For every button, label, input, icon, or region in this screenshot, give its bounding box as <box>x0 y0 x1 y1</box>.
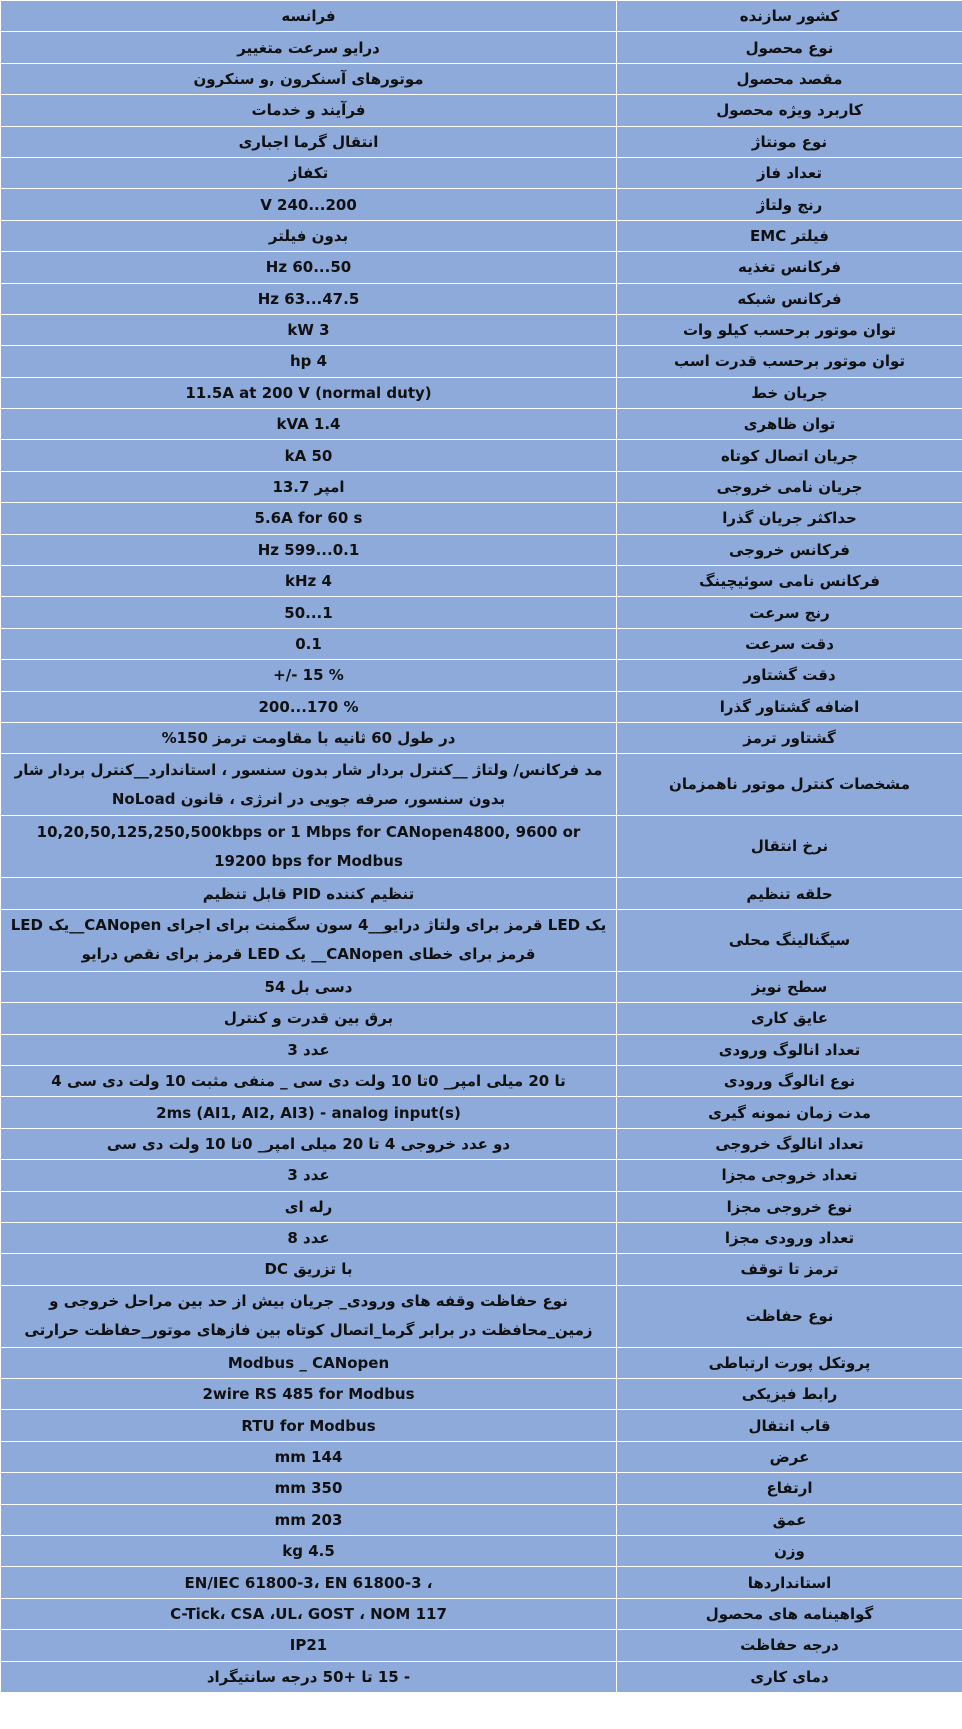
spec-value: 350 mm <box>1 1473 617 1504</box>
table-row <box>1 503 962 534</box>
spec-label: دقت گشتاور <box>617 660 962 691</box>
spec-value: فرآیند و خدمات <box>1 95 617 126</box>
table-row <box>1 157 962 188</box>
spec-label: حداکثر جریان گذرا <box>617 503 962 534</box>
spec-label: جریان اتصال کوتاه <box>617 440 962 471</box>
table-row <box>1 971 962 1002</box>
table-row <box>1 314 962 345</box>
spec-value: 50...60 Hz <box>1 252 617 283</box>
table-row <box>1 32 962 63</box>
spec-label: مقصد محصول <box>617 63 962 94</box>
spec-value: بدون فیلتر <box>1 220 617 251</box>
table-row <box>1 1598 962 1629</box>
spec-value: عدد 8 <box>1 1222 617 1253</box>
table-row <box>1 95 962 126</box>
spec-label: جریان نامی خروجی <box>617 471 962 502</box>
table-row <box>1 1410 962 1441</box>
spec-value: عدد 3 <box>1 1034 617 1065</box>
spec-label: نوع خروجی مجزا <box>617 1191 962 1222</box>
spec-label: تعداد ورودی مجزا <box>617 1222 962 1253</box>
table-row <box>1 628 962 659</box>
spec-label: گواهینامه های محصول <box>617 1598 962 1629</box>
spec-value: 3 kW <box>1 314 617 345</box>
table-row <box>1 1034 962 1065</box>
spec-value: 0.1...599 Hz <box>1 534 617 565</box>
spec-label: تعداد فاز <box>617 157 962 188</box>
spec-label: فرکانس خروجی <box>617 534 962 565</box>
spec-label: نوع انالوگ ورودی <box>617 1065 962 1096</box>
spec-value: 2wire RS 485 for Modbus <box>1 1379 617 1410</box>
spec-value: IP21 <box>1 1630 617 1661</box>
spec-value: 11.5A at 200 V (normal duty) <box>1 377 617 408</box>
spec-label: نوع حفاظت <box>617 1285 962 1347</box>
spec-value: 4 kHz <box>1 566 617 597</box>
spec-label: تعداد انالوگ خروجی <box>617 1128 962 1159</box>
table-row <box>1 1254 962 1285</box>
table-row <box>1 816 962 878</box>
spec-value: دسی بل 54 <box>1 971 617 1002</box>
table-row <box>1 440 962 471</box>
spec-value: - 15 تا +50 درجه سانتیگراد <box>1 1661 617 1692</box>
spec-label: رنج سرعت <box>617 597 962 628</box>
spec-value: 2ms (AI1, AI2, AI3) - analog input(s) <box>1 1097 617 1128</box>
spec-value: موتورهای آسنکرون ,و سنکرون <box>1 63 617 94</box>
table-row <box>1 1 962 32</box>
spec-label: نرخ انتقال <box>617 816 962 878</box>
table-row <box>1 1097 962 1128</box>
spec-value: تکفاز <box>1 157 617 188</box>
table-row <box>1 722 962 753</box>
spec-label: رابط فیزیکی <box>617 1379 962 1410</box>
spec-label: ارتفاع <box>617 1473 962 1504</box>
spec-value: دو عدد خروجی 4 تا 20 میلی امپر_ 0تا 10 ولت دی سی <box>1 1128 617 1159</box>
spec-label: دقت سرعت <box>617 628 962 659</box>
spec-value: Modbus _ CANopen <box>1 1347 617 1378</box>
table-row <box>1 534 962 565</box>
spec-value: درایو سرعت متغییر <box>1 32 617 63</box>
spec-value: RTU for Modbus <box>1 1410 617 1441</box>
spec-label: تعداد انالوگ ورودی <box>617 1034 962 1065</box>
spec-table-body <box>1 1 962 1693</box>
table-row <box>1 1504 962 1535</box>
spec-label: توان موتور برحسب قدرت اسب <box>617 346 962 377</box>
table-row <box>1 597 962 628</box>
table-row <box>1 754 962 816</box>
spec-label: سیگنالینگ محلی <box>617 909 962 971</box>
table-row <box>1 63 962 94</box>
spec-value: C-Tick، CSA ،UL، GOST ، NOM 117 <box>1 1598 617 1629</box>
spec-value: 200...240 V <box>1 189 617 220</box>
table-row <box>1 1379 962 1410</box>
spec-value: 4.5 kg <box>1 1536 617 1567</box>
spec-value: نوع حفاظت وقفه های ورودی_ جریان بیش از حد بین مراحل خروجی و زمین_محافظت در برابر گرما_اتصال کوتاه بین فازهای موتور_حفاظت حرارتی <box>1 1285 617 1347</box>
spec-value: 4 hp <box>1 346 617 377</box>
spec-label: توان موتور برحسب کیلو وات <box>617 314 962 345</box>
spec-value: مد فرکانس/ ولتاژ __کنترل بردار شار بدون سنسور ، استاندارد__کنترل بردار شار بدون سنسور، صرفه جویی در انرژی ، قانون NoLoad <box>1 754 617 816</box>
table-row <box>1 1630 962 1661</box>
spec-label: عرض <box>617 1441 962 1472</box>
spec-label: ترمز تا توقف <box>617 1254 962 1285</box>
table-row <box>1 189 962 220</box>
table-row <box>1 126 962 157</box>
spec-value: 5.6A for 60 s <box>1 503 617 534</box>
spec-label: حلقه تنظیم <box>617 878 962 909</box>
table-row <box>1 346 962 377</box>
spec-label: عایق کاری <box>617 1003 962 1034</box>
spec-label: جریان خط <box>617 377 962 408</box>
table-row <box>1 1065 962 1096</box>
table-row <box>1 660 962 691</box>
spec-value: 144 mm <box>1 1441 617 1472</box>
table-row <box>1 1003 962 1034</box>
spec-label: نوع محصول <box>617 32 962 63</box>
spec-value: عدد 3 <box>1 1160 617 1191</box>
table-row <box>1 1441 962 1472</box>
table-row <box>1 471 962 502</box>
spec-label: توان ظاهری <box>617 409 962 440</box>
table-row <box>1 1128 962 1159</box>
spec-value: 0.1 <box>1 628 617 659</box>
table-row <box>1 1536 962 1567</box>
spec-label: دمای کاری <box>617 1661 962 1692</box>
table-row <box>1 1473 962 1504</box>
table-row <box>1 252 962 283</box>
spec-label: فیلتر EMC <box>617 220 962 251</box>
spec-value: تا 20 میلی امپر_ 0تا 10 ولت دی سی _ منفی مثبت 10 ولت دی سی 4 <box>1 1065 617 1096</box>
spec-value: با تزریق DC <box>1 1254 617 1285</box>
spec-value: 10,20,50,125,250,500kbps or 1 Mbps for CANopen4800, 9600 or 19200 bps for Modbus <box>1 816 617 878</box>
spec-value: % 170...200 <box>1 691 617 722</box>
spec-value: رله ای <box>1 1191 617 1222</box>
spec-value: تنظیم کننده PID قابل تنظیم <box>1 878 617 909</box>
spec-value: یک LED قرمز برای ولتاژ درایو__4 سون سگمنت برای اجرای CANopen__یک LED قرمز برای خطای CANopen__ یک LED قرمز برای نقص درایو <box>1 909 617 971</box>
spec-value: 47.5...63 Hz <box>1 283 617 314</box>
table-row <box>1 566 962 597</box>
spec-value: % 15 -/+ <box>1 660 617 691</box>
table-row <box>1 1160 962 1191</box>
spec-label: فرکانس شبکه <box>617 283 962 314</box>
spec-label: تعداد خروجی مجزا <box>617 1160 962 1191</box>
spec-label: نوع مونتاژ <box>617 126 962 157</box>
spec-label: عمق <box>617 1504 962 1535</box>
table-row <box>1 1347 962 1378</box>
table-row <box>1 220 962 251</box>
spec-label: سطح نویز <box>617 971 962 1002</box>
spec-label: مشخصات کنترل موتور ناهمزمان <box>617 754 962 816</box>
spec-value: در طول 60 ثانیه با مقاومت ترمز 150% <box>1 722 617 753</box>
table-row <box>1 1567 962 1598</box>
table-row <box>1 377 962 408</box>
table-row <box>1 283 962 314</box>
spec-value: 1.4 kVA <box>1 409 617 440</box>
table-row <box>1 1285 962 1347</box>
spec-value: امپر 13.7 <box>1 471 617 502</box>
table-row <box>1 409 962 440</box>
spec-label: استانداردها <box>617 1567 962 1598</box>
spec-value: برق بین قدرت و کنترل <box>1 1003 617 1034</box>
spec-label: درجه حفاظت <box>617 1630 962 1661</box>
table-row <box>1 691 962 722</box>
spec-value: 1...50 <box>1 597 617 628</box>
spec-label: اضافه گشتاور گذرا <box>617 691 962 722</box>
spec-label: قاب انتقال <box>617 1410 962 1441</box>
spec-label: فرکانس تغذیه <box>617 252 962 283</box>
spec-label: رنج ولتاژ <box>617 189 962 220</box>
table-row <box>1 909 962 971</box>
spec-label: پروتکل پورت ارتباطی <box>617 1347 962 1378</box>
spec-value: 50 kA <box>1 440 617 471</box>
table-row <box>1 1222 962 1253</box>
spec-label: کاربرد ویژه محصول <box>617 95 962 126</box>
spec-value: فرانسه <box>1 1 617 32</box>
spec-label: فرکانس نامی سوئیچینگ <box>617 566 962 597</box>
spec-label: مدت زمان نمونه گیری <box>617 1097 962 1128</box>
table-row <box>1 1661 962 1692</box>
spec-value: 203 mm <box>1 1504 617 1535</box>
table-row <box>1 1191 962 1222</box>
spec-label: کشور سازنده <box>617 1 962 32</box>
spec-value: انتقال گرما اجباری <box>1 126 617 157</box>
spec-value: ، EN/IEC 61800-3، EN 61800-3 <box>1 1567 617 1598</box>
spec-label: گشتاور ترمز <box>617 722 962 753</box>
spec-label: وزن <box>617 1536 962 1567</box>
table-row <box>1 878 962 909</box>
